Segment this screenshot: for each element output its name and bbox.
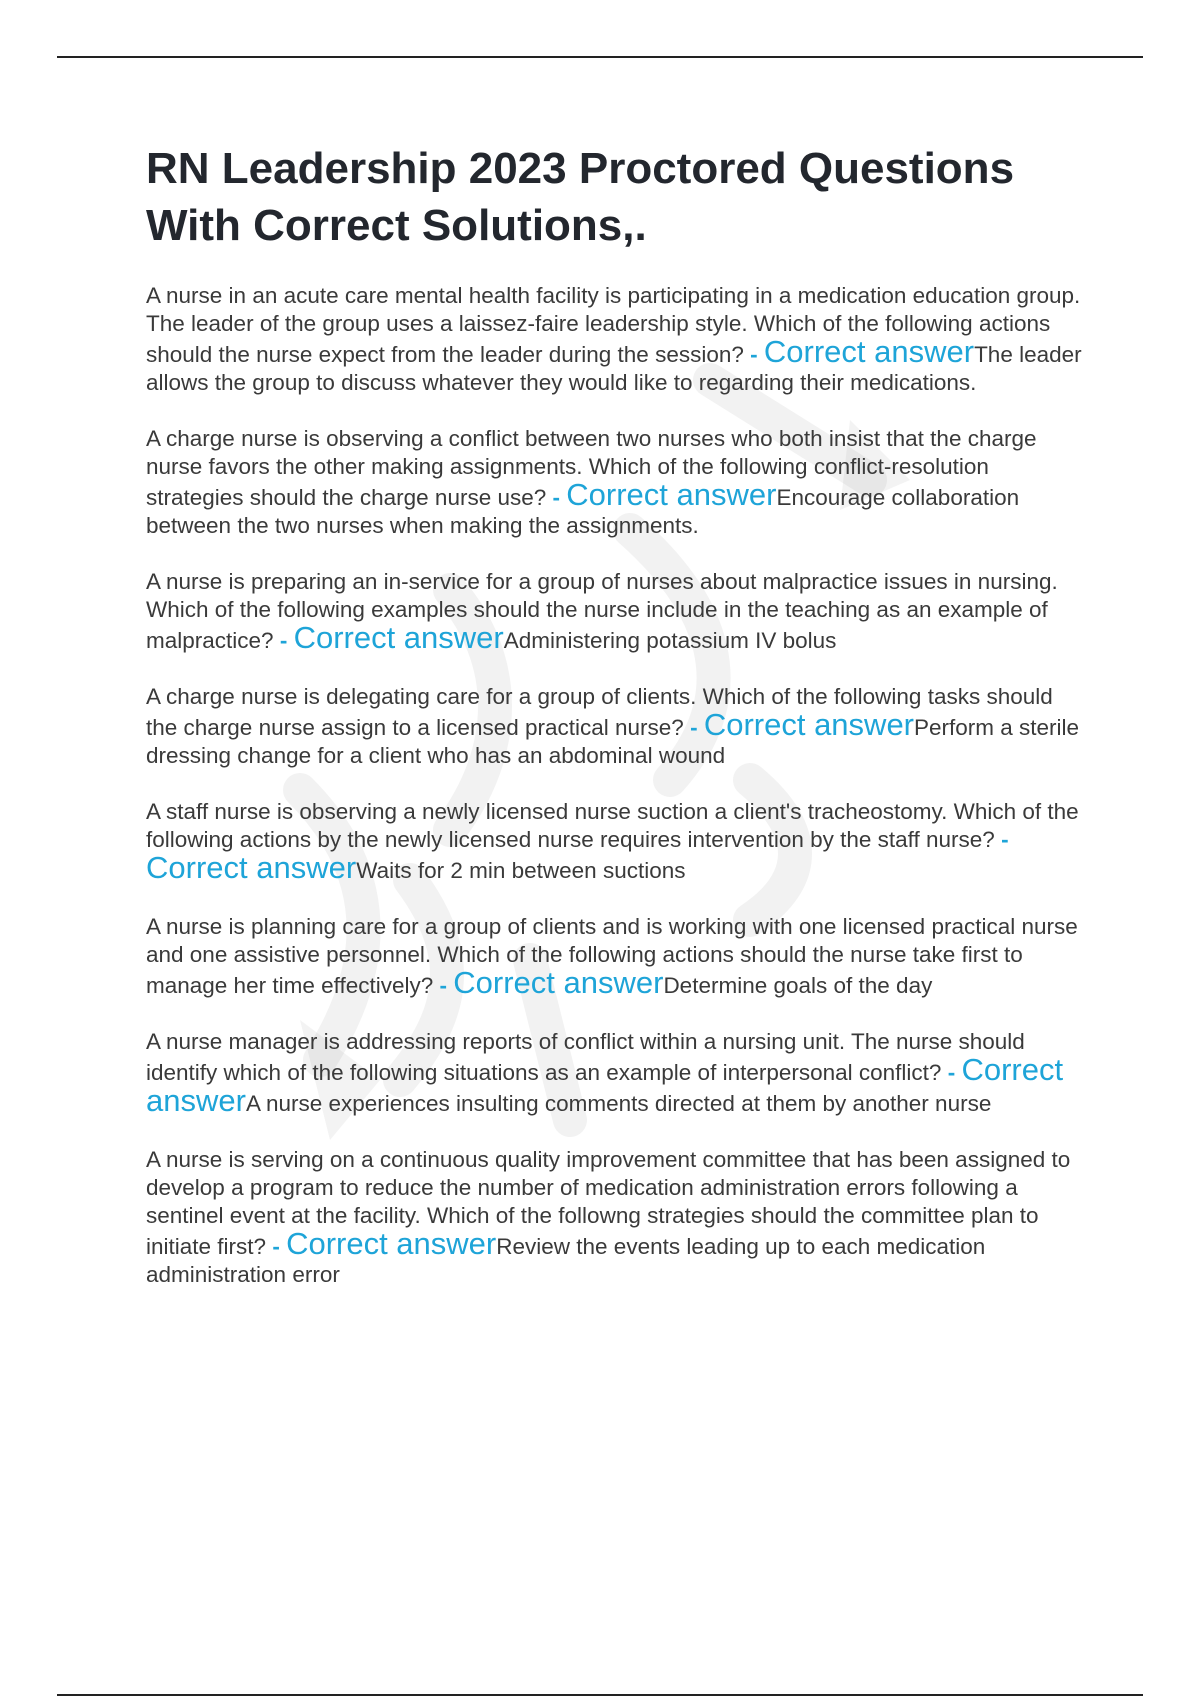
document-body [146,140,1086,1317]
answer-text: Review the events leading up to each medication administration error [146,1234,986,1287]
correct-answer-label: Correct answer [703,707,915,742]
answer-text: Determine goals of the day [663,973,933,998]
question-item [146,282,1086,397]
question-item [146,798,1086,885]
question-text: A charge nurse is observing a conflict between two nurses who both insist that the charge nurse favors the other making assignments. Which of the following conflict-resolution strategies should the charge nurse use? [146,426,1037,510]
correct-answer-label: Correct answer [566,477,777,512]
answer-text: Administering potassium IV bolus [503,628,837,653]
question-text: A nurse in an acute care mental health facility is participating in a medication education group. The leader of the group uses a laissez-faire leadership style. Which of the following actions should the nurse expect from the leader during the session? [146,283,1081,367]
correct-answer-label: Correct answer [763,334,975,369]
question-list [146,282,1086,1289]
footer-rule [57,1694,1143,1696]
question-text: A nurse is preparing an in-service for a group of nurses about malpractice issues in nursing. Which of the following examples should the nurse include in the teaching as an example of malpractice? [146,569,1058,653]
question-item [146,1146,1086,1289]
answer-text: Perform a sterile dressing change for a client who has an abdominal wound [146,715,1080,768]
answer-marker: - [690,715,704,740]
answer-marker: - [947,1060,962,1085]
answer-text: A nurse experiences insulting comments directed at them by another nurse [245,1091,992,1116]
correct-answer-label: Correct answer [146,1052,1064,1118]
document-title: RN Leadership 2023 Proctored Questions With Correct Solutions,. [146,144,1015,250]
answer-text: The leader allows the group to discuss whatever they would like to regarding their medications. [146,342,1082,395]
correct-answer-label: Correct answer [453,965,664,1000]
question-item [146,568,1086,655]
correct-answer-label: Correct answer [146,850,357,885]
correct-answer-label: Correct answer [286,1226,497,1261]
question-item [146,683,1086,770]
correct-answer-label: Correct answer [293,620,504,655]
question-text: A nurse manager is addressing reports of conflict within a nursing unit. The nurse should identify which of the following situations as an example of interpersonal conflict? [146,1029,1025,1085]
answer-marker: - [272,1234,287,1259]
answer-marker: - [439,973,454,998]
question-text: A staff nurse is observing a newly licensed nurse suction a client's tracheostomy. Which of the following actions by the newly licensed nurse requires intervention by the staff nurse? [146,799,1079,852]
question-text: A nurse is serving on a continuous quality improvement committee that has been assigned to develop a program to reduce the number of medication administration errors following a sentinel event at the facility. Which of the followng strategies should the committee plan to initiate first? [146,1147,1071,1259]
question-item [146,913,1086,1000]
answer-text: Waits for 2 min between suctions [356,858,686,883]
answer-text: Encourage collaboration between the two nurses when making the assignments. [146,485,1020,538]
question-text: A charge nurse is delegating care for a group of clients. Which of the following tasks should the charge nurse assign to a licensed practical nurse? [146,684,1053,740]
header-rule [57,56,1143,58]
answer-marker: - [552,485,567,510]
answer-marker: - [1001,827,1009,852]
question-text: A nurse is planning care for a group of clients and is working with one licensed practical nurse and one assistive personnel. Which of the following actions should the nurse take first to manage her time effectively? [146,914,1078,998]
answer-marker: - [279,628,294,653]
question-item [146,425,1086,540]
question-item [146,1028,1086,1118]
answer-marker: - [750,342,764,367]
